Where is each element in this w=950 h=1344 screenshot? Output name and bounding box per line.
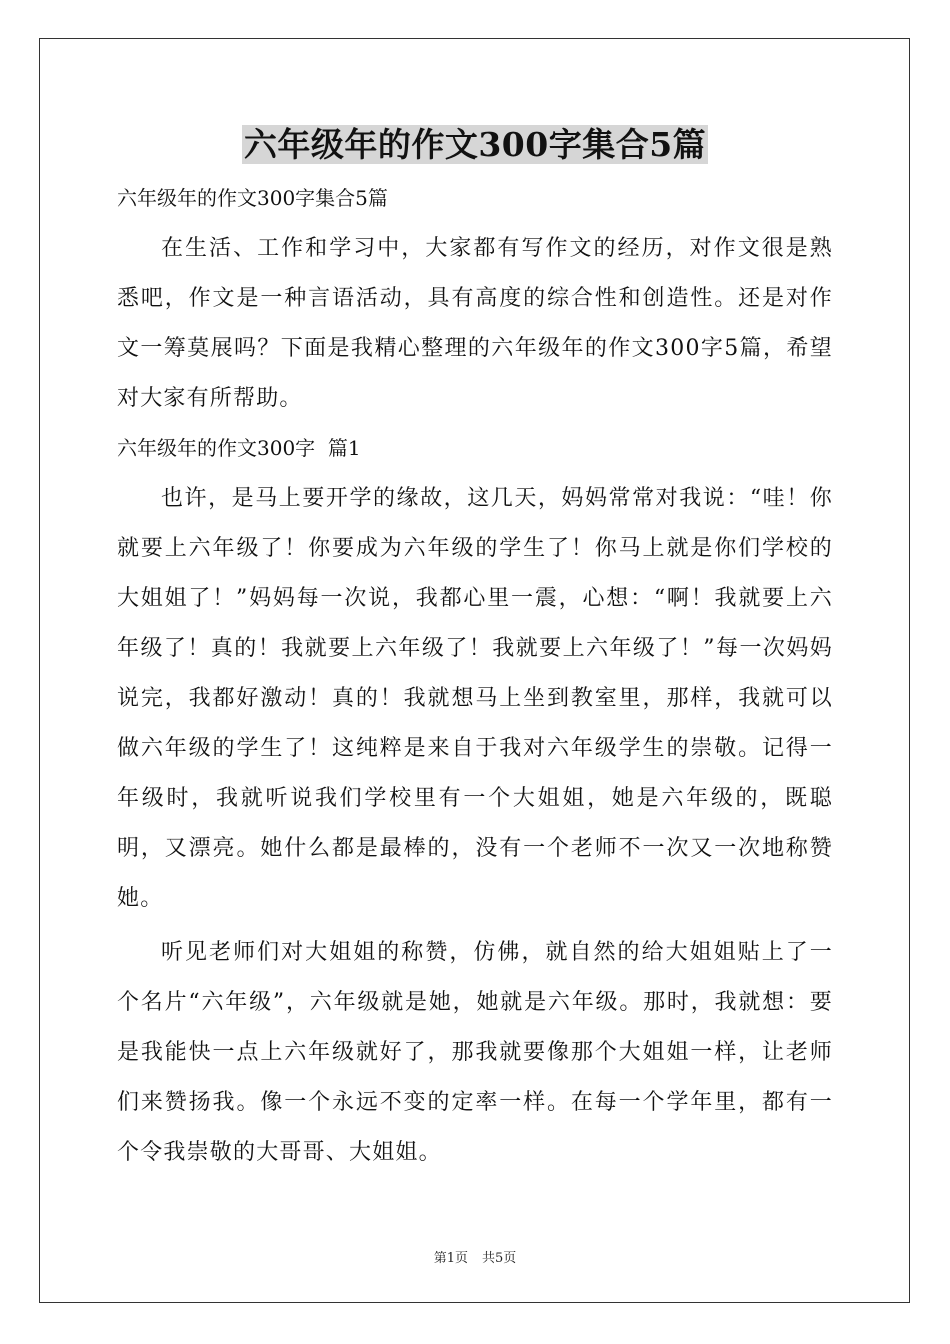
section-heading: 六年级年的作文300字 篇1 bbox=[117, 436, 361, 460]
document-title bbox=[0, 120, 950, 170]
intro-paragraph: 在生活、工作和学习中，大家都有写作文的经历，对作文很是熟悉吧，作文是一种言语活动，具有高度的综合性和创造性。还是对作文一筹莫展吗？下面是我精心整理的六年级年的作文300字5篇，希望对大家有所帮助。 bbox=[117, 236, 833, 411]
body-paragraph-1: 也许，是马上要开学的缘故，这几天，妈妈常常对我说：“哇！你就要上六年级了！你要成为六年级的学生了！你马上就是你们学校的大姐姐了！”妈妈每一次说，我都心里一震，心想：“啊！我就要上六年级了！真的！我就要上六年级了！我就要上六年级了！”每一次妈妈说完，我都好激动！真的！我就想马上坐到教室里，那样，我就可以做六年级的学生了！这纯粹是来自于我对六年级学生的崇敬。记得一年级时，我就听说我们学校里有一个大姐姐，她是六年级的，既聪明，又漂亮。她什么都是最棒的，没有一个老师不一次又一次地称赞她。 bbox=[117, 486, 833, 911]
body-paragraph-2: 听见老师们对大姐姐的称赞，仿佛，就自然的给大姐姐贴上了一个名片“六年级”，六年级就是她，她就是六年级。那时，我就想：要是我能快一点上六年级就好了，那我就要像那个大姐姐一样，让老师们来赞扬我。像一个永远不变的定率一样。在每一个学年里，都有一个令我崇敬的大哥哥、大姐姐。 bbox=[117, 940, 833, 1165]
document-title-text: 六年级年的作文300字集合5篇 bbox=[243, 125, 707, 164]
page-total: 共5页 bbox=[482, 1251, 517, 1266]
page-footer bbox=[0, 1247, 950, 1266]
document-body bbox=[117, 178, 833, 1178]
document-subtitle: 六年级年的作文300字集合5篇 bbox=[117, 186, 388, 210]
page-number: 第1页 bbox=[433, 1251, 468, 1266]
